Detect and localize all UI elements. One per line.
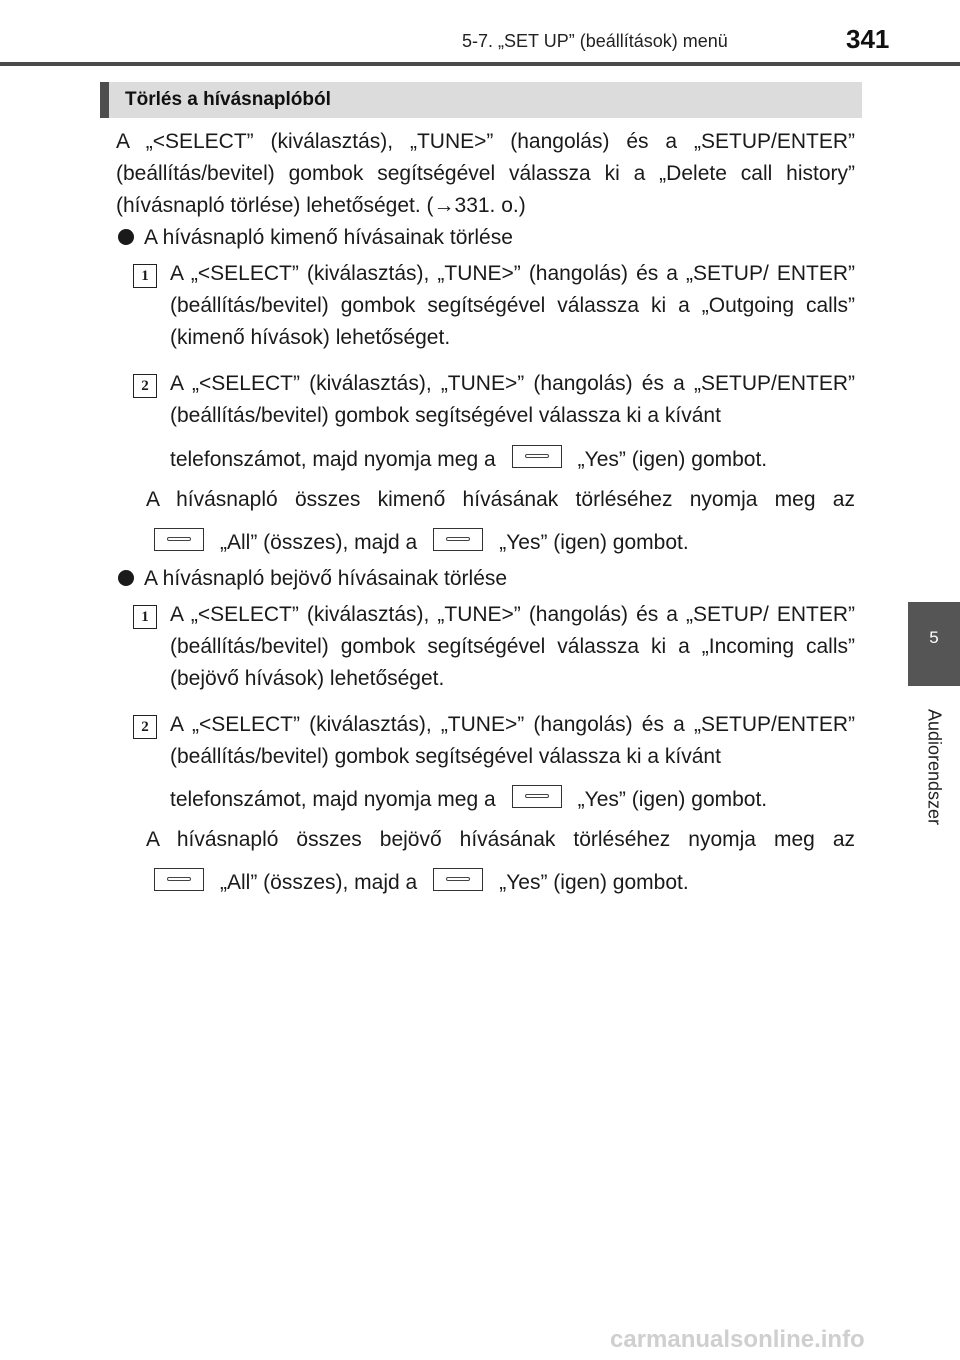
header-title: 5-7. „SET UP” (beállítások) menü bbox=[462, 31, 728, 51]
section-heading-bar bbox=[100, 82, 862, 118]
outgoing-step-2-continuation bbox=[170, 444, 767, 476]
screen-button-icon bbox=[154, 528, 204, 551]
bullet-incoming-label: A hívásnapló bejövő hívásainak törlése bbox=[144, 567, 508, 590]
intro-paragraph: A „<SELECT” (kiválasztás), „TUNE>” (hangolás) és a „SETUP/ENTER” (beállítás/bevitel) gombok segítségével válassza ki a „Delete call history” (hívásnapló törlése) lehetőséget. (→331. o.) bbox=[116, 130, 855, 217]
incoming-note-continuation bbox=[138, 867, 689, 899]
note-text: „Yes” (igen) gombot. bbox=[499, 871, 689, 894]
step-text: A „<SELECT” (kiválasztás), „TUNE>” (hangolás) és a „SETUP/ENTER” (beállítás/bevitel) gombok segítségével válassza ki a kívánt bbox=[170, 372, 855, 427]
step-text: A „<SELECT” (kiválasztás), „TUNE>” (hangolás) és a „SETUP/ ENTER” (beállítás/bevitel) gombok segítségével válassza ki a „Outgoing calls” (kimenő hívások) lehetőséget. bbox=[170, 262, 855, 349]
screen-button-icon bbox=[154, 868, 204, 891]
bullet-icon bbox=[118, 229, 134, 245]
step-text: telefonszámot, majd nyomja meg a bbox=[170, 448, 496, 471]
screen-button-icon bbox=[512, 445, 562, 468]
bullet-outgoing-label: A hívásnapló kimenő hívásainak törlése bbox=[144, 226, 513, 249]
incoming-note: A hívásnapló összes bejövő hívásának törléséhez nyomja meg az bbox=[146, 828, 855, 851]
step-text: „Yes” (igen) gombot. bbox=[577, 788, 768, 811]
note-text: „Yes” (igen) gombot. bbox=[499, 531, 689, 554]
bullet-icon bbox=[118, 570, 134, 586]
note-text: „All” (összes), majd a bbox=[220, 531, 418, 554]
screen-button-icon bbox=[512, 785, 562, 808]
header-rule bbox=[0, 62, 960, 66]
watermark: carmanualsonline.info bbox=[610, 1326, 865, 1353]
screen-button-icon bbox=[433, 868, 483, 891]
screen-button-icon bbox=[433, 528, 483, 551]
section-title: Törlés a hívásnaplóból bbox=[125, 89, 331, 110]
step-text: A „<SELECT” (kiválasztás), „TUNE>” (hangolás) és a „SETUP/ENTER” (beállítás/bevitel) gombok segítségével válassza ki a kívánt bbox=[170, 713, 855, 768]
step-text: A „<SELECT” (kiválasztás), „TUNE>” (hangolás) és a „SETUP/ ENTER” (beállítás/bevitel) gombok segítségével válassza ki a „Incoming calls” (bejövő hívások) lehetőséget. bbox=[170, 603, 855, 690]
bullet-outgoing bbox=[116, 222, 856, 254]
step-number-icon: 1 bbox=[133, 264, 157, 288]
step-text: telefonszámot, majd nyomja meg a bbox=[170, 788, 496, 811]
chapter-tab bbox=[908, 602, 960, 686]
incoming-step-2-continuation bbox=[170, 784, 767, 816]
step-number-icon: 1 bbox=[133, 605, 157, 629]
outgoing-note-continuation bbox=[138, 527, 689, 559]
outgoing-note: A hívásnapló összes kimenő hívásának törléséhez nyomja meg az bbox=[146, 488, 855, 511]
step-number-icon: 2 bbox=[133, 374, 157, 398]
chapter-number: 5 bbox=[929, 628, 939, 647]
bullet-incoming bbox=[116, 563, 856, 595]
note-text: „All” (összes), majd a bbox=[220, 871, 418, 894]
page-number: 341 bbox=[846, 24, 890, 54]
step-number-icon: 2 bbox=[133, 715, 157, 739]
step-text: „Yes” (igen) gombot. bbox=[577, 448, 768, 471]
chapter-label: Audiorendszer bbox=[924, 708, 945, 826]
